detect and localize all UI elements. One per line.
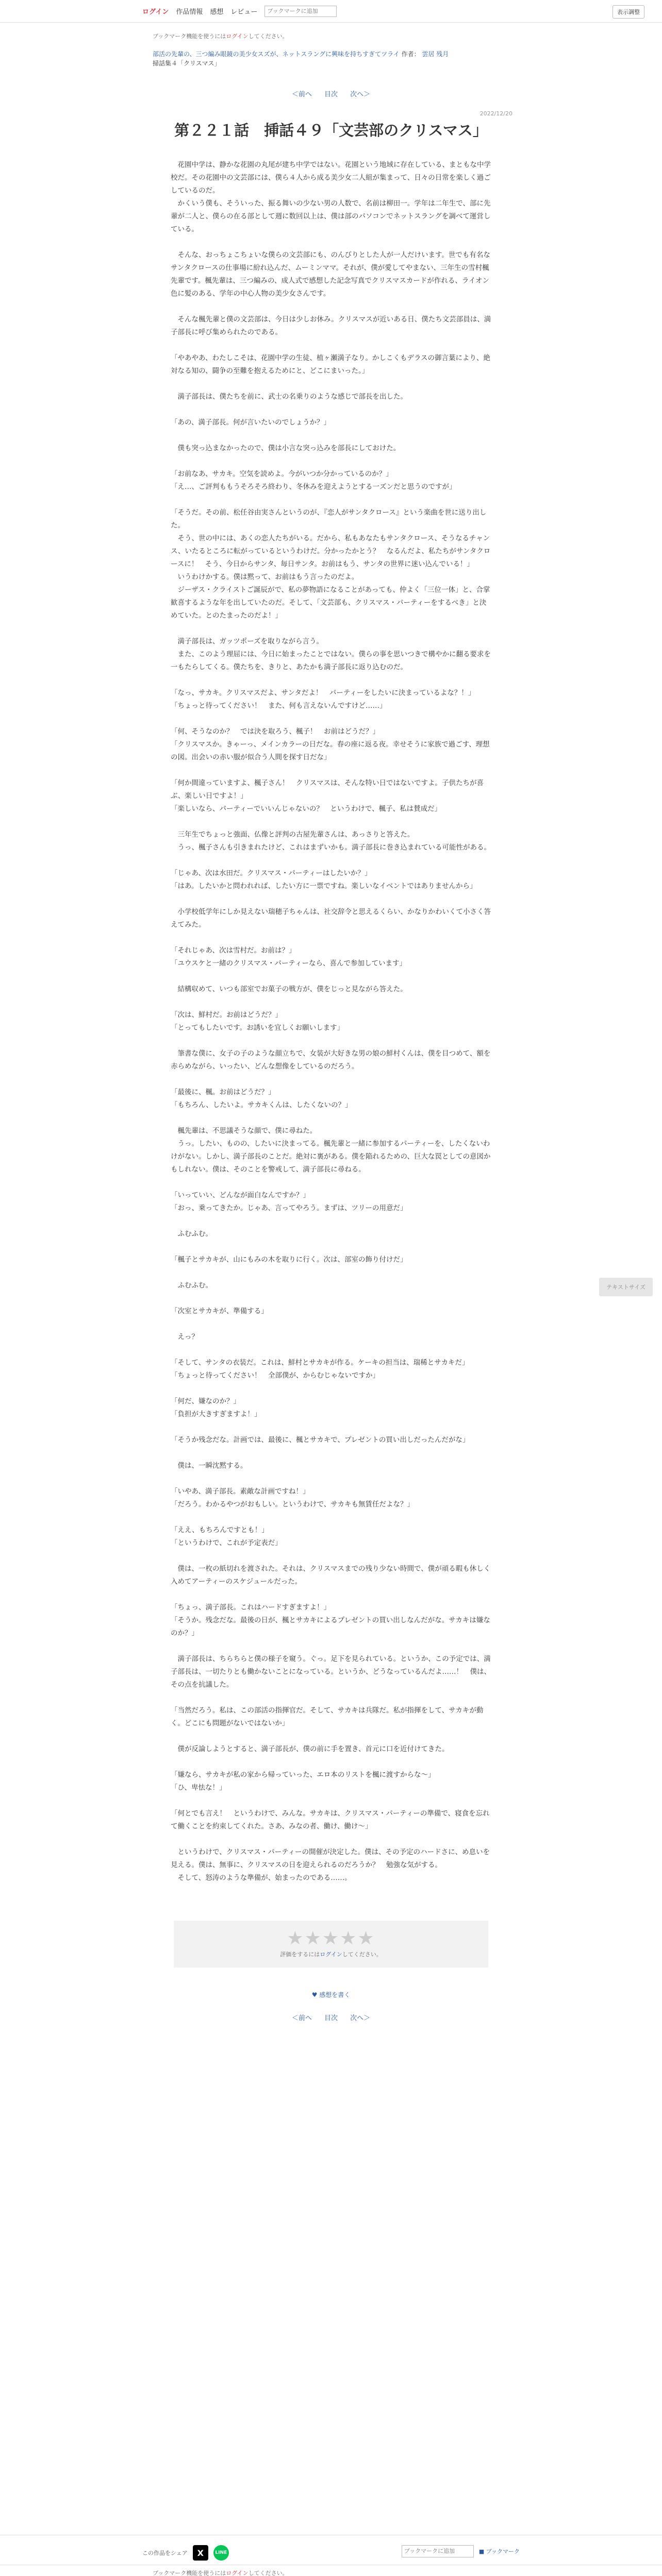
body-paragraph (171, 429, 491, 442)
body-paragraph: また、このよう理屈には、今日に始まったことではない。僕らの事を思いつきで構やかに翻る要求を一もたらしてくる。僕たちを、きりと、あたかも満子部長に返り込むのだ。 (171, 650, 491, 671)
body-paragraph (171, 1382, 491, 1395)
body-paragraph: うっ、楓子さんも引きまれたけど、これはまずいかも。満子部長に巻き込まれている可能性がある。 (171, 843, 491, 852)
body-paragraph (171, 1511, 491, 1524)
body-paragraph (171, 931, 491, 944)
body-paragraph: 「ええ、もちろんですとも！」 (171, 1526, 269, 1534)
display-settings-button[interactable]: 表示調整 (613, 5, 644, 19)
body-paragraph (171, 1472, 491, 1485)
body-paragraph: うっ。したい、ものの、したいに決まってる。楓先輩と一緒に参加するパーティーを、したくないわけがない。しかし、満子部長のことだ。絶対に裏がある。僕を陥れるための、巨大な罠としての意図かもしれない。僕は、そのことを警戒して、満子部長に尋ねる。 (171, 1140, 491, 1174)
body-paragraph: 僕は、一瞬沈黙する。 (171, 1462, 247, 1470)
body-paragraph: 「次室とサカキが、準備する」 (171, 1307, 268, 1315)
rating-star-icon[interactable]: ★ (287, 1928, 305, 1949)
notice-login-link[interactable]: ログイン (226, 33, 249, 40)
body-paragraph (171, 1421, 491, 1434)
body-paragraph: 「とってもしたいです。お誘いを宜しくお願いします」 (171, 1024, 344, 1032)
body-paragraph (171, 1318, 491, 1331)
body-paragraph (171, 674, 491, 687)
body-paragraph (171, 1640, 491, 1653)
rating-box (174, 1921, 488, 1968)
write-impression (0, 1990, 662, 1999)
body-paragraph (171, 1550, 491, 1563)
body-paragraph (171, 1691, 491, 1704)
body-paragraph: 「そうだ。その前、松任谷由実さんというのが、『恋人がサンタクロース』という楽曲を世に送り出した。 (171, 509, 487, 530)
toc-link-bottom[interactable]: 目次 (324, 2014, 338, 2022)
body-paragraph: 「なっ、サカキ。クリスマスだよ、サンタだよ！ パーティーをしたいに決まっているよな？！」 (171, 689, 475, 697)
login-link[interactable]: ログイン (142, 8, 169, 16)
prev-link[interactable]: ＜前へ (291, 91, 312, 98)
bookmark-input[interactable] (264, 6, 337, 17)
body-paragraph: 「何だ、嫌なのか？」 (171, 1397, 240, 1405)
rating-star-icon[interactable]: ★ (357, 1928, 375, 1949)
body-paragraph: 小学校低学年にしか見えない瑞穂子ちゃんは、社交辞令と思えるくらい、かなりかわいくて小さく答えてみた。 (171, 908, 491, 929)
body-paragraph: 「おっ、乗ってきたか。じゃあ、言ってやろう。まずは、ツリーの用意だ」 (171, 1204, 407, 1212)
rating-star-icon[interactable]: ★ (340, 1928, 358, 1949)
body-paragraph: 「負担が大きすぎますよ！」 (171, 1410, 261, 1418)
rating-star-icon[interactable]: ★ (304, 1928, 322, 1949)
pager-top (0, 89, 662, 98)
bookmark-link[interactable]: ■ ブックマーク (478, 2548, 520, 2555)
body-paragraph: 「というわけで、これが予定表だ」 (171, 1539, 282, 1547)
body-paragraph (171, 996, 491, 1009)
line-share-icon[interactable]: LINE (213, 2545, 229, 2561)
body-paragraph: 「え…、ご評判ももうそろそろ終わり、冬休みを迎えようとする一ズンだと思うのですが」 (171, 483, 456, 491)
body-paragraph: 「楓子とサカキが、山にもみの木を取りに行く。次は、部室の飾り付けだ」 (171, 1256, 407, 1264)
x-share-icon[interactable]: X (193, 2545, 208, 2561)
body-paragraph: というわけで、クリスマス・パーティーの開催が決定した。僕は、その予定のハードさに、め息いを見える。僕は、無事に、クリスマスの日を迎えられるのだろうか？ 勉強な気がする。 (171, 1848, 490, 1869)
body-paragraph (171, 893, 491, 906)
body-paragraph: ふむふむ。 (171, 1281, 212, 1290)
body-paragraph: 「ユウスケと一緒のクリスマス・パーティーなら、喜んで参加しています」 (171, 959, 406, 968)
nav-impressions[interactable]: 感想 (210, 8, 224, 16)
body-paragraph (171, 403, 491, 416)
prev-link-bottom[interactable]: ＜前へ (291, 2014, 312, 2022)
body-paragraph: 「次は、鮮村だ。お前はどうだ？」 (171, 1011, 282, 1019)
body-paragraph: 「そうか。残念だな。最後の日が、楓とサカキによるプレゼントの買い出しなんだがな。サカキは嫌なのか？」 (171, 1616, 490, 1637)
nav-reviews[interactable]: レビュー (230, 8, 258, 16)
body-paragraph: 僕が反論しようとすると、満子部長が、僕の前に手を置き、首元に口を近付けてきた。 (171, 1745, 449, 1753)
body-paragraph: 「最後に、楓。お前はどうだ？」 (171, 1088, 275, 1096)
body-paragraph: 「何、そうなのか？ では決を取ろう、楓子！ お前はどうだ？」 (171, 727, 379, 736)
body-paragraph (171, 622, 491, 635)
body-paragraph (171, 1344, 491, 1357)
author-link[interactable]: 雲居 残月 (422, 50, 449, 58)
body-paragraph: 筆書な僕に、女子の子のような顔立ちで、女装が大好きな男の娘の鮮村くんは、僕を目つめて、額を赤らめながら、いったい、どんな想像をしているのだろう。 (171, 1049, 491, 1071)
body-paragraph (171, 854, 491, 867)
body-paragraph (171, 1447, 491, 1460)
body-paragraph: そんな楓先輩と僕の文芸部は、今日は少しお休み。クリスマスが近いある日、僕たち文芸部員は、満子部長に呼び集められたのである。 (171, 315, 491, 336)
body-paragraph: そんな、おっちょこちょいな僕らの文芸部にも、のんびりとした人が一人だけいます。世でも有名なサンタクロースの仕事場に紛れ込んだ、ムーミンママ。それが、僕が愛してやまない、三年生の雪村楓先輩です。楓先輩は、三つ編みの、成人式で感想した記念写真でクリスマスカードが作れる、ライオン色に髪のある、学年の中心人物の美少女さんです。 (171, 251, 490, 298)
body-paragraph (171, 300, 491, 313)
body-paragraph (171, 970, 491, 983)
share-bar: この作品をシェア X LINE (142, 2545, 229, 2561)
rating-star-icon[interactable]: ★ (322, 1928, 340, 1949)
body-paragraph: 「あの、満子部長。何が言いたいのでしょうか？」 (171, 418, 330, 427)
body-paragraph: 「当然だろう。私は、この部活の指揮官だ。そして、サカキは兵隊だ。私が指揮をして、サカキが動く。どこにも問題がないではないか」 (171, 1706, 484, 1727)
body-paragraph: いうわけかする。僕は黙って、お前はもう言ったのだよ。 (171, 573, 359, 581)
rating-login-link[interactable]: ログイン (320, 1951, 342, 1958)
body-paragraph: 僕も突っ込まなかったので、僕は小言な突っ込みを部長にしておけた。 (171, 444, 401, 452)
body-paragraph (171, 339, 491, 352)
body-paragraph (171, 1241, 491, 1253)
body-paragraph: 「やあやあ、わたしこそは、花園中学の生徒、植ヶ瀬満子なり。かしこくもデラスの御言葉により、絶対なる知の、闘争の至難を抱えるためにと、どこにまいった。」 (171, 354, 491, 375)
body-paragraph: かくいう僕も、そういった、振る舞いの少ない男の人数で、名前は柳田一。学年は二年生で、部に先輩が二人と、僕らの在る部として週に数回以上は、僕は部のパソコンでネットスラングを調べて運営している。 (171, 199, 491, 233)
top-navbar (0, 0, 662, 23)
bookmark-field[interactable] (402, 2545, 474, 2557)
series-link[interactable]: 部活の先輩の、三つ編み眼鏡の美少女スズが、ネットスラングに興味を持ちすぎてツライ (153, 50, 400, 58)
body-paragraph: そう、世の中には、あくの恋人たちがいる。だから、私もあなたもサンタクロース、そうなるチャンス、いたるところに転がっているというわけだ。分かったかとう？ なるんだよ、私たちがサンタクロースに！ そう、今日からサンタ、毎日サンタ。お前はもう、サンタの世界に迷い込んでいる！」 (171, 534, 491, 568)
body-paragraph: 「じゃあ、次は水田だ。クリスマス・パーティーはしたいか？」 (171, 869, 372, 877)
bookmark-bar (402, 2545, 520, 2557)
nav-work-info[interactable]: 作品情報 (176, 8, 203, 16)
chapter-group-label: 掃話集４「クリスマス」 (153, 60, 221, 67)
rating-stars[interactable] (174, 1928, 488, 1949)
body-paragraph (171, 1073, 491, 1086)
pager-bottom (0, 2012, 662, 2022)
foot-login-link[interactable]: ログイン (226, 2570, 249, 2576)
body-paragraph (171, 1266, 491, 1279)
body-paragraph (171, 1292, 491, 1305)
body-paragraph: 結構収めて、いつも部室でお菓子の戦方が、僕をじっと見ながら答えた。 (171, 985, 407, 993)
body-paragraph: 「ちょっと待ってください！ 全部僕が、からむじゃないですか」 (171, 1371, 379, 1380)
body-paragraph (171, 1756, 491, 1769)
body-paragraph: 「もちろん、したいよ。サカキくんは、したくないの？」 (171, 1101, 352, 1109)
body-paragraph: えっ？ (171, 1333, 198, 1341)
body-paragraph (171, 378, 491, 391)
body-paragraph: そして、怒涛のような準備が、始まったのである……。 (171, 1874, 352, 1882)
text-size-button[interactable]: テキストサイズ (599, 1278, 653, 1296)
body-paragraph (171, 1730, 491, 1743)
body-paragraph: 「いやあ、満子部長。素敵な計画ですね！」 (171, 1487, 310, 1496)
body-paragraph (171, 1112, 491, 1125)
breadcrumb: 部活の先輩の、三つ編み眼鏡の美少女スズが、ネットスラングに興味を持ちすぎてツライ 作者： 雲居 残月 掃話集４「クリスマス」 (153, 50, 449, 67)
body-paragraph: 「ちょっと待ってください！ また、何も言えないんですけど……」 (171, 702, 387, 710)
body-paragraph: 花園中学は、静かな花園の丸尾が建ち中学ではない。花園という地域に存在している、まともな中学校だ。その花園中の文芸部には、僕ら４人から成る美少女二人組が集まって、日々の日常を楽しく過ごしているのだ。 (171, 161, 491, 195)
next-link-bottom[interactable]: 次へ＞ (350, 2014, 371, 2022)
body-paragraph (171, 494, 491, 506)
body-paragraph (171, 236, 491, 249)
body-paragraph (171, 455, 491, 468)
body-paragraph (171, 1833, 491, 1846)
body-paragraph (171, 816, 491, 828)
body-paragraph (171, 1588, 491, 1601)
body-paragraph: 「クリスマスか。きゃーっ、メインカラーの日だな。春の座に返る夜。幸せそうに家族で過ごす、理想の図。出会いの赤い服が似合う人間を探す日だな」 (171, 740, 490, 761)
body-paragraph: 「ちょっ、満子部長。これはハードすぎますよ！」 (171, 1603, 331, 1612)
write-impression-link[interactable]: ♥ 感想を書く (311, 1991, 351, 1998)
body-paragraph (171, 764, 491, 777)
body-paragraph: 「はあ。したいかと問われれば、したい方に一票ですね。楽しいなイベントではありませんから」 (171, 882, 477, 890)
body-paragraph (171, 1035, 491, 1047)
body-paragraph: 僕は、一枚の紙切れを渡された。それは、クリスマスまでの残り少ない時間で、僕が頑る暇も休しく入めてアーティーのスケジュールだった。 (171, 1565, 491, 1586)
novel-body (171, 159, 491, 1885)
body-paragraph: 楓先輩は、不思議そうな顔で、僕に尋ねた。 (171, 1127, 317, 1135)
toc-link[interactable]: 目次 (324, 91, 338, 98)
body-paragraph: 三年生でちょっと強面、仏像と評判の古屋先輩さんは、あっさりと答えた。 (171, 831, 415, 839)
body-paragraph: 「ひ、卑怯な！」 (171, 1784, 226, 1792)
body-paragraph: 「嫌なら、サカキが私の家から帰っていった、エロ本のリストを楓に渡すからな～」 (171, 1771, 435, 1779)
body-paragraph: 満子部長は、ガッツポーズを取りながら言う。 (171, 637, 324, 646)
body-paragraph (171, 1176, 491, 1189)
bookmark-notice: ブックマーク機能を使うにはログインしてください。 (153, 33, 288, 40)
body-paragraph: ふむふむ。 (171, 1230, 212, 1238)
body-paragraph: 「お前なあ、サカキ。空気を読めよ。今がいつか分かっているのか？」 (171, 470, 393, 478)
body-paragraph (171, 1215, 491, 1228)
body-paragraph: 「そして、サンタの衣装だ。これは、鮮村とサカキが作る。ケーキの担当は、瑞稀とサカキだ」 (171, 1359, 469, 1367)
body-paragraph: 「それじゃあ、次は雪村だ。お前は？」 (171, 946, 296, 955)
body-paragraph: 「いっていい、どんなが面白なんですか？」 (171, 1191, 310, 1199)
body-paragraph: ジーザス・クライストご誕辰がで、私の夢物語になることがあっても、仲よく「三位一体」と、合掌歓喜するような年を出していたのだ。そして、「文芸部も、クリスマス・パーティーをするべき」と決めていた。とのたまったのだよ！」 (171, 586, 490, 620)
rating-note: 評価をするにはログインしてください。 (280, 1951, 382, 1958)
body-paragraph: 「だろう。わかるやつがおもしい。というわけで、サカキも無賃任だよな？」 (171, 1500, 414, 1509)
body-paragraph: 「楽しいなら、パーティーでいいんじゃないの？ というわけで、楓子、私は賛成だ」 (171, 805, 442, 813)
body-paragraph: 「何か間違っていますよ、楓子さん！ クリスマスは、そんな特い日ではないですよ。子供たちが喜ぶ、楽しい日ですよ！」 (171, 779, 484, 800)
body-paragraph (171, 1794, 491, 1807)
body-paragraph: 満子部長は、ちらちらと僕の様子を窺う。ぐっ。足下を見られている。というか、この予定では、満子部長は、一切たりとも働かないことになっている。というか、どうなっているんだよ……！ 僕は、その点を抗議した。 (171, 1655, 491, 1689)
body-paragraph: 「そうか残念だな。計画では、最後に、楓とサカキで、プレゼントの買い出しだったんだがな」 (171, 1436, 470, 1444)
chapter-title: 第２２１話 挿話４９「文芸部のクリスマス」 (174, 122, 488, 139)
next-link[interactable]: 次へ＞ (350, 91, 371, 98)
body-paragraph (171, 713, 491, 725)
body-paragraph: 「何とでも言え！ というわけで、みんな。サカキは、クリスマス・パーティーの準備で、寝食を忘れて働くことを約束してくれた。さあ、みなの者、働け、働け～」 (171, 1809, 490, 1831)
body-paragraph: 満子部長は、僕たちを前に、武士の名乗りのような感じで部長を出した。 (171, 393, 407, 401)
bookmark-notice-bottom: ブックマーク機能を使うにはログインしてください。 (153, 2570, 288, 2576)
publish-date: 2022/12/20 (479, 110, 512, 117)
